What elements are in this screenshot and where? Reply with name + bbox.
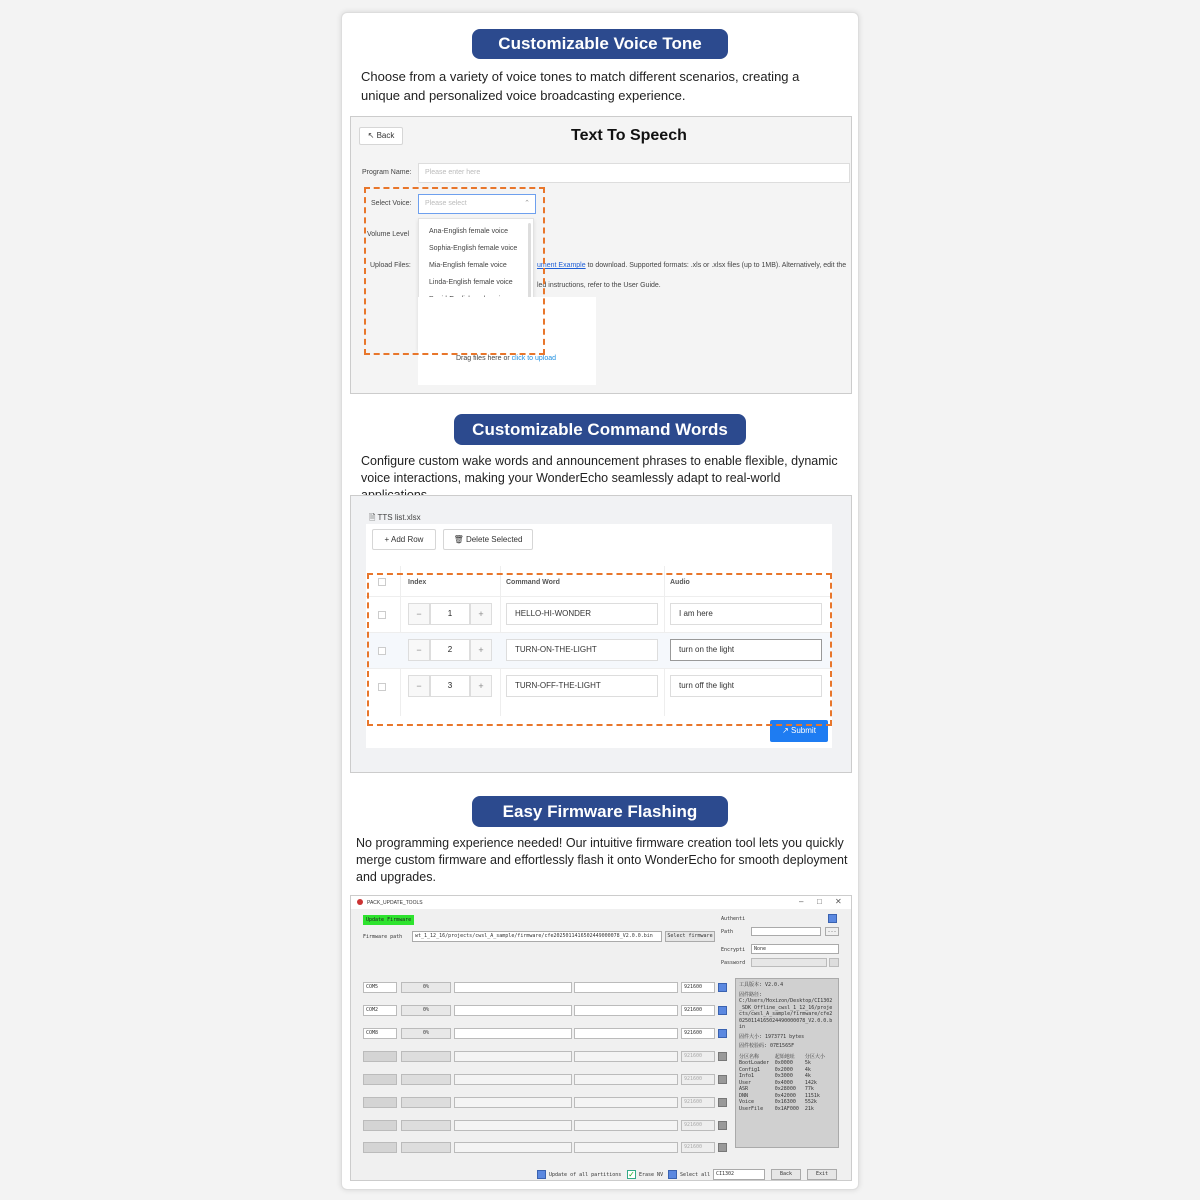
baud-select: 921600 <box>681 1142 715 1153</box>
progress-percent <box>401 1120 451 1131</box>
row-enable-checkbox <box>718 1121 727 1130</box>
progress-bar <box>454 1097 572 1108</box>
index-value[interactable]: 2 <box>430 639 470 661</box>
select-voice-dropdown[interactable]: Please select ⌃ <box>418 194 536 214</box>
progress-percent <box>401 1074 451 1085</box>
row-enable-checkbox <box>718 1075 727 1084</box>
status-field <box>574 1005 678 1016</box>
update-all-label: Update of all partitions <box>549 1172 622 1178</box>
select-all-label: Select all <box>680 1172 711 1178</box>
com-port-select <box>363 1051 397 1062</box>
file-icon: 🗎 <box>369 513 378 522</box>
partition-row <box>739 1106 835 1113</box>
app-icon <box>357 899 363 905</box>
submit-button[interactable]: ↗ Submit <box>770 720 828 742</box>
password-input[interactable] <box>751 958 827 967</box>
progress-percent <box>401 1097 451 1108</box>
info-checksum: 固件校验码: 07E1565F <box>739 1043 795 1049</box>
add-row-button[interactable]: + Add Row <box>372 529 436 550</box>
partition-cell: 142k <box>804 1079 817 1086</box>
partition-cell: Voice <box>739 1099 755 1105</box>
path-browse-button[interactable]: ... <box>825 927 839 936</box>
partition-cell: 0x16300 <box>774 1099 796 1105</box>
program-name-input[interactable]: Please enter here <box>418 163 850 183</box>
index-value[interactable]: 3 <box>430 675 470 697</box>
select-voice-label: Select Voice: <box>371 200 412 207</box>
audio-input[interactable]: turn on the light <box>670 639 822 661</box>
baud-select[interactable]: 921600 <box>681 1005 715 1016</box>
row-enable-checkbox <box>718 1052 727 1061</box>
baud-select[interactable]: 921600 <box>681 1028 715 1039</box>
info-path: C:/Users/Hoxizon/Desktop/CI1302_SDK_Offline_cwsl_1_12_16/projects/cwsl_A_sample/firmware/cfe20250114165024490000078_V2.0.0.bin <box>739 998 833 1030</box>
increment-button[interactable]: + <box>470 639 492 661</box>
progress-bar <box>454 1005 572 1016</box>
table-screenshot <box>350 495 852 773</box>
close-icon[interactable]: ✕ <box>835 897 842 906</box>
progress-percent <box>401 1142 451 1153</box>
send-icon: ↗ <box>782 726 792 735</box>
partition-cell: 21k <box>804 1105 814 1112</box>
click-to-upload-link[interactable]: click to upload <box>511 355 557 362</box>
section-desc-firmware: No programming experience needed! Our intuitive firmware creation tool lets you quickly merge custom firmware and effortlessly flash it onto WonderEcho for smooth deployment and upgrades. <box>356 836 848 884</box>
partition-cell: 分区名称 <box>739 1053 760 1060</box>
firmware-path-label: Firmware path <box>363 934 403 940</box>
baud-select: 921600 <box>681 1051 715 1062</box>
progress-percent: 0% <box>401 982 451 993</box>
plus-icon: + <box>384 535 391 544</box>
partition-cell: 77k <box>804 1086 814 1092</box>
com-row-disabled <box>351 1142 731 1156</box>
path-label: Path <box>721 929 734 935</box>
select-all-checkbox[interactable] <box>668 1170 677 1179</box>
partition-cell: 552k <box>804 1099 817 1105</box>
partition-table <box>739 1054 835 1113</box>
index-value[interactable]: 1 <box>430 603 470 625</box>
update-all-checkbox[interactable] <box>537 1170 546 1179</box>
dropzone-text: Drag files here or click to upload <box>456 355 557 362</box>
chip-select[interactable]: CI1302 <box>713 1169 765 1180</box>
com-port-select <box>363 1074 397 1085</box>
com-row <box>351 1005 731 1019</box>
info-version: 工具版本: V2.0.4 <box>739 982 784 988</box>
info-size: 固件大小: 1973771 bytes <box>739 1033 805 1040</box>
partition-cell: 0x42000 <box>774 1092 796 1099</box>
firmware-info-panel <box>735 978 839 1148</box>
baud-select[interactable]: 921600 <box>681 982 715 993</box>
tts-screenshot <box>350 116 852 394</box>
section-title-command-words: Customizable Command Words <box>454 414 746 445</box>
partition-cell: ASR <box>739 1086 749 1092</box>
document-example-link[interactable]: ument Example <box>537 262 586 269</box>
exit-button[interactable]: Exit <box>807 1169 837 1180</box>
command-word-input[interactable]: TURN-OFF-THE-LIGHT <box>506 675 658 697</box>
audio-input[interactable]: turn off the light <box>670 675 822 697</box>
command-word-input[interactable]: TURN-ON-THE-LIGHT <box>506 639 658 661</box>
firmware-path-input[interactable]: wt_1_12_16/projects/cwsl_A_sample/firmware/cfe2025011416502449000078_V2.0.0.bin <box>412 931 662 942</box>
row-enable-checkbox[interactable] <box>718 1006 727 1015</box>
partition-cell: BootLoader <box>739 1060 770 1066</box>
partition-cell: 0x1AF000 <box>774 1105 799 1112</box>
increment-button[interactable]: + <box>470 603 492 625</box>
row-enable-checkbox <box>718 1143 727 1152</box>
partition-cell: 4k <box>804 1066 811 1073</box>
page-title: Text To Speech <box>571 127 687 144</box>
upload-instructions: ument Example to download. Supported formats: .xls or .xlsx files (up to 1MB). Alternatively, edit the <box>537 262 847 269</box>
header-index: Index <box>408 579 427 586</box>
progress-bar <box>454 1028 572 1039</box>
decrement-button[interactable]: − <box>408 603 430 625</box>
com-port-select <box>363 1120 397 1131</box>
com-row <box>351 982 731 996</box>
encrypt-select[interactable]: None <box>751 944 839 954</box>
progress-bar <box>454 1120 572 1131</box>
com-row-disabled <box>351 1120 731 1134</box>
progress-bar <box>454 1074 572 1085</box>
baud-select: 921600 <box>681 1120 715 1131</box>
status-field <box>574 982 678 993</box>
partition-cell: UserFile <box>739 1105 764 1112</box>
status-field <box>574 1142 678 1153</box>
file-name: 🗎 TTS list.xlsx <box>369 513 421 522</box>
back-button[interactable]: Back <box>771 1169 801 1180</box>
command-word-input[interactable]: HELLO-HI-WONDER <box>506 603 658 625</box>
partition-cell: 0x4000 <box>774 1079 793 1086</box>
status-field <box>574 1028 678 1039</box>
section-title-firmware: Easy Firmware Flashing <box>472 796 728 827</box>
upload-instructions-line2: led instructions, refer to the User Guide. <box>537 282 661 289</box>
back-arrow-icon: ↖ <box>367 131 377 140</box>
section-title-voice-tone: Customizable Voice Tone <box>472 29 728 59</box>
select-firmware-button[interactable]: Select firmware <box>665 931 715 942</box>
increment-button[interactable]: + <box>470 675 492 697</box>
partition-cell: 起始地址 <box>774 1053 795 1060</box>
partition-cell: 0x0000 <box>774 1060 793 1066</box>
row-enable-checkbox[interactable] <box>718 983 727 992</box>
com-port-select[interactable]: COM2 <box>363 1005 397 1016</box>
partition-cell: 分区大小 <box>804 1053 825 1060</box>
audio-input[interactable]: I am here <box>670 603 822 625</box>
info-path-label: 固件路径: <box>739 991 763 998</box>
baud-select: 921600 <box>681 1074 715 1085</box>
baud-select: 921600 <box>681 1097 715 1108</box>
com-port-select[interactable]: COM8 <box>363 1028 397 1039</box>
chevron-up-icon: ⌃ <box>524 200 530 207</box>
voice-option[interactable]: Linda-English female voice <box>429 279 513 286</box>
voice-highlight-box <box>364 187 545 355</box>
program-name-label: Program Name: <box>362 169 412 176</box>
decrement-button[interactable]: − <box>408 675 430 697</box>
com-row-disabled <box>351 1097 731 1111</box>
progress-bar <box>454 982 572 993</box>
partition-cell: DNN <box>739 1092 749 1099</box>
row-enable-checkbox <box>718 1098 727 1107</box>
partition-cell: 1151k <box>804 1092 820 1099</box>
com-row <box>351 1028 731 1042</box>
product-feature-card <box>341 12 859 1190</box>
section-desc-command-words: Configure custom wake words and announcement phrases to enable flexible, dynamic voice interactions, making your WonderEcho seamlessly adapt to real-world <box>361 454 838 485</box>
firmware-tool-window <box>350 895 852 1181</box>
partition-cell: 0x2000 <box>774 1066 793 1073</box>
row-enable-checkbox[interactable] <box>718 1029 727 1038</box>
upload-label: Upload Files: <box>370 262 411 269</box>
voice-option[interactable]: Ana-English female voice <box>429 228 508 235</box>
progress-percent: 0% <box>401 1005 451 1016</box>
window-titlebar <box>351 896 851 909</box>
partition-cell: Info1 <box>739 1073 755 1079</box>
status-field <box>574 1074 678 1085</box>
encrypt-label: Encrypti <box>721 947 746 953</box>
delete-selected-button[interactable]: 🗑 Delete Selected <box>443 529 533 550</box>
voice-option[interactable]: Mia-English female voice <box>429 262 507 269</box>
table-highlight-box <box>367 573 832 726</box>
partition-cell: User <box>739 1079 752 1086</box>
authentic-checkbox[interactable] <box>828 914 837 923</box>
partition-cell: 0x3000 <box>774 1073 793 1079</box>
com-row-disabled <box>351 1074 731 1088</box>
header-audio: Audio <box>670 579 690 586</box>
voice-option[interactable]: Sophia-English female voice <box>429 245 518 252</box>
status-field <box>574 1120 678 1131</box>
volume-label: Volume Level <box>367 231 410 238</box>
com-port-select[interactable]: COM5 <box>363 982 397 993</box>
minimize-icon[interactable]: – <box>799 897 804 906</box>
window-title: PACK_UPDATE_TOOLS <box>367 900 423 906</box>
back-button[interactable]: ↖ Back <box>359 127 403 145</box>
erase-nv-checkbox[interactable]: ✓ <box>628 1170 635 1179</box>
authentic-label: Authenti <box>721 916 746 922</box>
status-field <box>574 1051 678 1062</box>
progress-bar <box>454 1051 572 1062</box>
trash-icon: 🗑 <box>453 535 466 544</box>
status-field <box>574 1097 678 1108</box>
erase-nv-label: Erase NV <box>639 1172 664 1178</box>
partition-cell: 0x28000 <box>774 1086 796 1092</box>
progress-percent: 0% <box>401 1028 451 1039</box>
partition-cell: Config1 <box>739 1066 761 1073</box>
com-port-select <box>363 1097 397 1108</box>
partition-cell: 5k <box>804 1060 811 1066</box>
section-desc-voice-tone: Choose from a variety of voice tones to match different scenarios, creating a unique and personalized voice broadcasting experience. <box>361 69 800 103</box>
progress-percent <box>401 1051 451 1062</box>
maximize-icon[interactable]: □ <box>817 897 822 906</box>
decrement-button[interactable]: − <box>408 639 430 661</box>
com-row-disabled <box>351 1051 731 1065</box>
password-toggle[interactable] <box>829 958 839 967</box>
path-input[interactable] <box>751 927 821 936</box>
header-command-word: Command Word <box>506 579 560 586</box>
progress-bar <box>454 1142 572 1153</box>
com-port-select <box>363 1142 397 1153</box>
password-label: Password <box>721 960 746 966</box>
update-firmware-button[interactable]: Update Firmware <box>363 915 414 925</box>
partition-cell: 4k <box>804 1073 811 1079</box>
